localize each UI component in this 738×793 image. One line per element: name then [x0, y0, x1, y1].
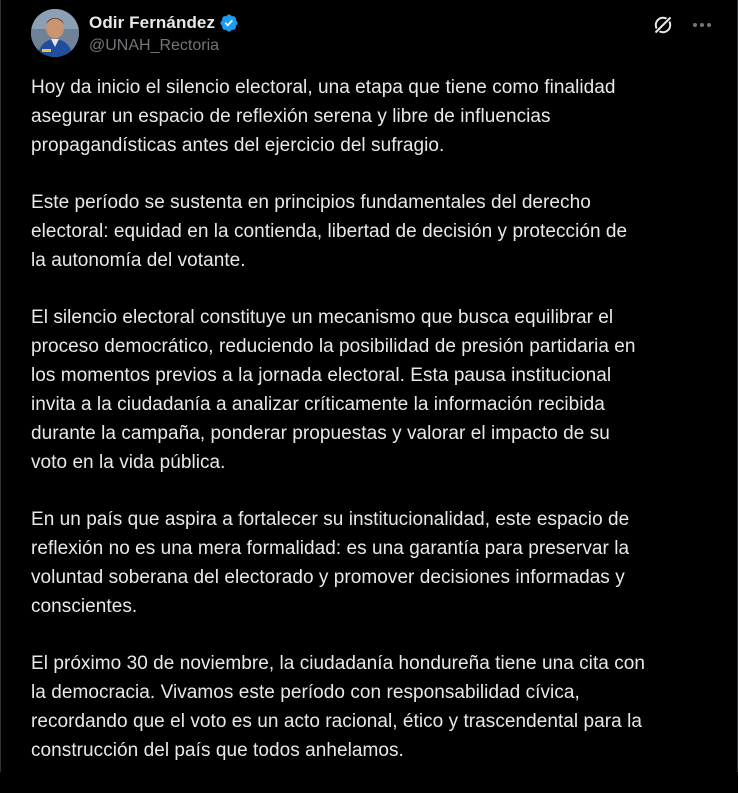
name-row: [89, 12, 239, 34]
text-line: El silencio electoral constituye un mecanismo que busca equilibrar el: [31, 307, 614, 328]
text-line: la democracia. Vivamos este período con responsabilidad cívica,: [31, 682, 580, 703]
text-line: construcción del país que todos anhelamos.: [31, 740, 404, 761]
tweet-paragraph-4: [31, 505, 721, 621]
text-line: Este período se sustenta en principios fundamentales del derecho: [31, 192, 591, 213]
text-line: En un país que aspira a fortalecer su institucionalidad, este espacio de: [31, 509, 630, 530]
text-line: asegurar un espacio de reflexión serena y libre de influencias: [31, 106, 551, 127]
more-options-icon[interactable]: [691, 14, 713, 36]
text-line: invita a la ciudadanía a analizar críticamente la información recibida: [31, 394, 605, 415]
text-line: Hoy da inicio el silencio electoral, una etapa que tiene como finalidad: [31, 77, 616, 98]
tweet-actions: [651, 13, 713, 37]
text-line: los momentos previos a la jornada electoral. Esta pausa institucional: [31, 365, 612, 386]
text-line: durante la campaña, ponderar propuestas y valorar el impacto de su: [31, 423, 610, 444]
grok-icon[interactable]: [651, 13, 675, 37]
verified-badge-icon: [219, 13, 239, 33]
author-display-name[interactable]: Odir Fernández: [89, 13, 216, 32]
text-line: reflexión no es una mera formalidad: es una garantía para preservar la: [31, 538, 630, 559]
text-line: conscientes.: [31, 596, 138, 617]
text-line: voluntad soberana del electorado y promover decisiones informadas y: [31, 567, 625, 588]
tweet-text: [31, 73, 721, 793]
tweet-paragraph-5: [31, 649, 721, 765]
text-line: proceso democrático, reduciendo la posibilidad de presión partidaria en: [31, 336, 636, 357]
author-handle[interactable]: @UNAH_Rectoria: [89, 37, 220, 54]
tweet-paragraph-1: [31, 73, 721, 160]
avatar[interactable]: [31, 9, 79, 57]
text-line: El próximo 30 de noviembre, la ciudadanía hondureña tiene una cita con: [31, 653, 646, 674]
tweet-paragraph-2: [31, 188, 721, 275]
text-line: voto en la vida pública.: [31, 452, 226, 473]
text-line: recordando que el voto es un acto racional, ético y trascendental para la: [31, 711, 642, 732]
text-line: la autonomía del votante.: [31, 250, 246, 271]
author-block: [89, 12, 239, 55]
tweet-paragraph-3: [31, 303, 721, 477]
text-line: propagandísticas antes del ejercicio del sufragio.: [31, 135, 445, 156]
text-line: electoral: equidad en la contienda, libertad de decisión y protección de: [31, 221, 628, 242]
tweet-header: [31, 9, 713, 59]
